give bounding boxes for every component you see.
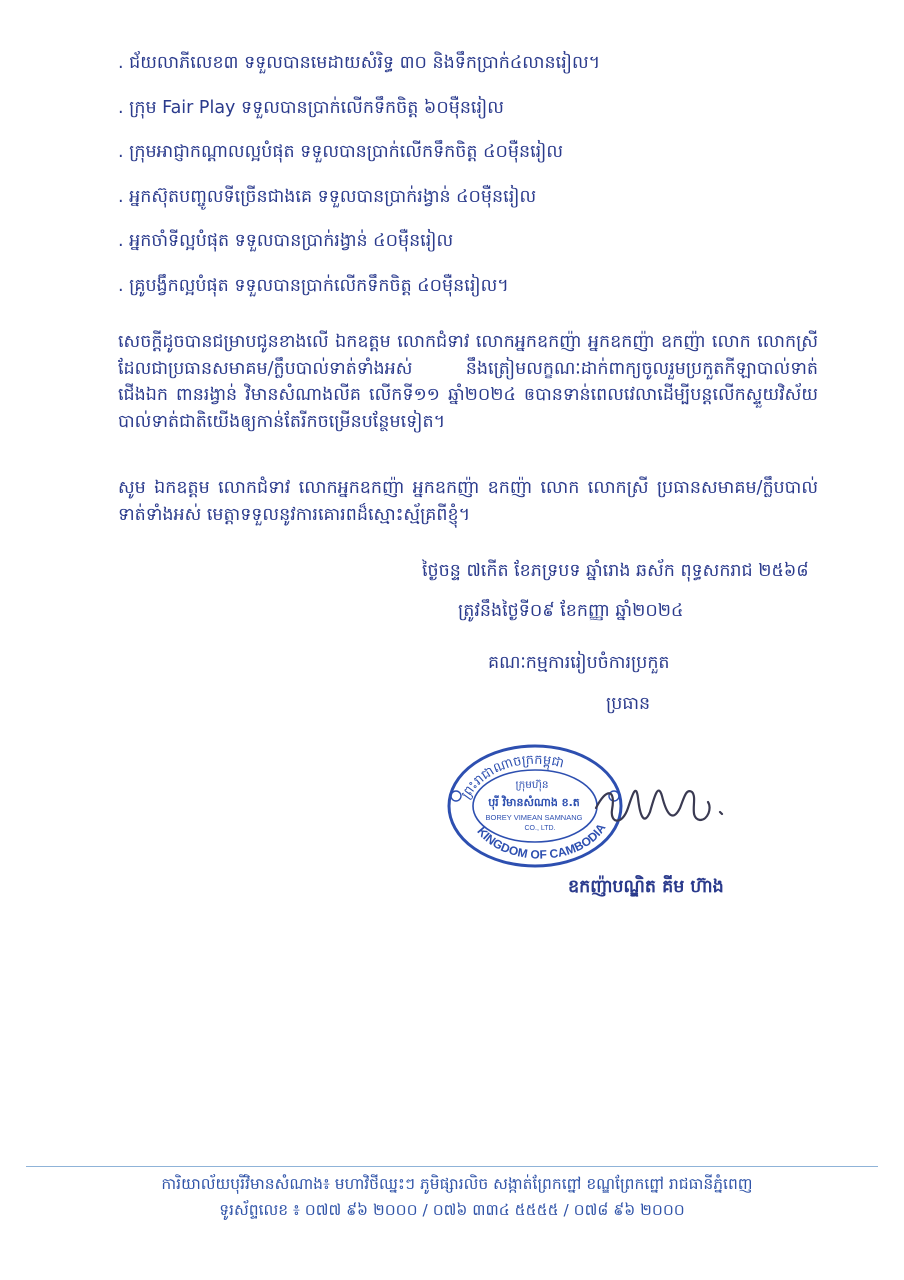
stamp-company-suffix: CO., LTD. bbox=[524, 825, 556, 832]
award-item: . ជ័យលាភីលេខ៣ ទទួលបានមេដាយសំរិទ្ធ ៣០ និងទឹកប្រាក់៤លានរៀល។ bbox=[118, 53, 601, 73]
footer-divider bbox=[26, 1166, 878, 1167]
stamp-company-label: ក្រុមហ៊ុន bbox=[515, 779, 549, 791]
date-lunar: ថ្ងៃចន្ទ ៧កើត ខែភទ្របទ ឆ្នាំរោង ឆស័ក ពុទ្ធសករាជ ២៥៦៨ bbox=[422, 561, 809, 581]
stamp-company-en: BOREY VIMEAN SAMNANG bbox=[485, 813, 583, 822]
award-item: . អ្នកចាំទីល្អបំផុត ទទួលបានប្រាក់រង្វាន់ ៤០ម៉ឺនរៀល bbox=[118, 231, 454, 251]
award-item: . ក្រុម Fair Play ទទួលបានប្រាក់លើកទឹកចិត្ត ៦០ម៉ឺនរៀល bbox=[118, 97, 504, 118]
stamp-company-kh: បុរី វិមានសំណាង ខ.ត bbox=[488, 796, 580, 809]
award-item: . អ្នកស៊ុតបញ្ចូលទីច្រើនជាងគេ ទទួលបានប្រាក់រង្វាន់ ៤០ម៉ឺនរៀល bbox=[118, 186, 537, 207]
date-solar: ត្រូវនឹងថ្ងៃទី០៩ ខែកញ្ញា ឆ្នាំ២០២៤ bbox=[458, 601, 684, 621]
footer-phone: ទូរស័ព្ទលេខ ៖ ០៧៧ ៩៦ ២០០០ / ០៧៦ ៣៣៤ ៥៥៥៥ / ០៧៨ ៩៦ ២០០០ bbox=[219, 1201, 685, 1219]
signer-name: ឧកញ៉ាបណ្ឌិត គីម ហ៊ាង bbox=[568, 877, 724, 897]
award-item: . គ្រូបង្វឹកល្អបំផុត ទទួលបានប្រាក់លើកទឹកចិត្ត ៤០ម៉ឺនរៀល។ bbox=[118, 275, 509, 296]
signature-icon bbox=[588, 768, 758, 838]
stamp-top-text: ព្រះរាជាណាចក្រកម្ពុជា bbox=[458, 752, 566, 802]
signer-role: ប្រធាន bbox=[606, 694, 651, 714]
body-paragraph-closing: សូម ឯកឧត្តម លោកជំទាវ លោកអ្នកឧកញ៉ា អ្នកឧកញ៉ា ឧកញ៉ា លោក លោកស្រី ប្រធានសមាគម/ក្លឹបបាល់ទាត់ទាំងអស់ មេត្តាទទួលនូវការគោរពដ៏ស្មោះស្ម័គ្រពីខ្ញុំ។ bbox=[118, 478, 818, 525]
award-item: . ក្រុមអាជ្ញាកណ្តាលល្អបំផុត ទទួលបានប្រាក់លើកទឹកចិត្ត ៤០ម៉ឺនរៀល bbox=[118, 142, 564, 162]
committee-name: គណៈកម្មការរៀបចំការប្រកួត bbox=[488, 653, 670, 673]
body-paragraph-invitation: សេចក្តីដូចបានជម្រាបជូនខាងលើ ឯកឧត្តម លោកជំទាវ លោកអ្នកឧកញ៉ា អ្នកឧកញ៉ា ឧកញ៉ា លោក លោកស្រី ដែលជាប្រធានសមាគម/ក្លឹបបាល់ទាត់ទាំងអស់ នឹងត្រៀមលក្ខណៈដាក់ពាក្យចូលរួមប្រកួតកីឡាបាល់ទាត់ជើងឯក ពានរង្វាន់ វិមានសំណាងលីគ លើកទី១១ ឆ្នាំ២០២៤ ឲបានទាន់ពេលវេលាដើម្បីបន្តលើកស្ទួយវិស័យបាល់ទាត់ជាតិយើងឲ្យកាន់តែរីកចម្រើនបន្ថែមទៀត។ bbox=[118, 332, 818, 432]
award-list bbox=[118, 52, 818, 319]
svg-text:ព្រះរាជាណាចក្រកម្ពុជា bbox=[459, 753, 566, 802]
stamp-bottom-text: KINGDOM OF CAMBODIA bbox=[474, 820, 609, 862]
footer-address: ការិយាល័យបុរីវិមានសំណាង៖ មហាវិថីឈ្នះៗ ភូមិផ្សារលិច សង្កាត់ព្រែកព្នៅ ខណ្ឌព្រែកព្នៅ រាជធានីភ្នំពេញ bbox=[161, 1175, 753, 1193]
